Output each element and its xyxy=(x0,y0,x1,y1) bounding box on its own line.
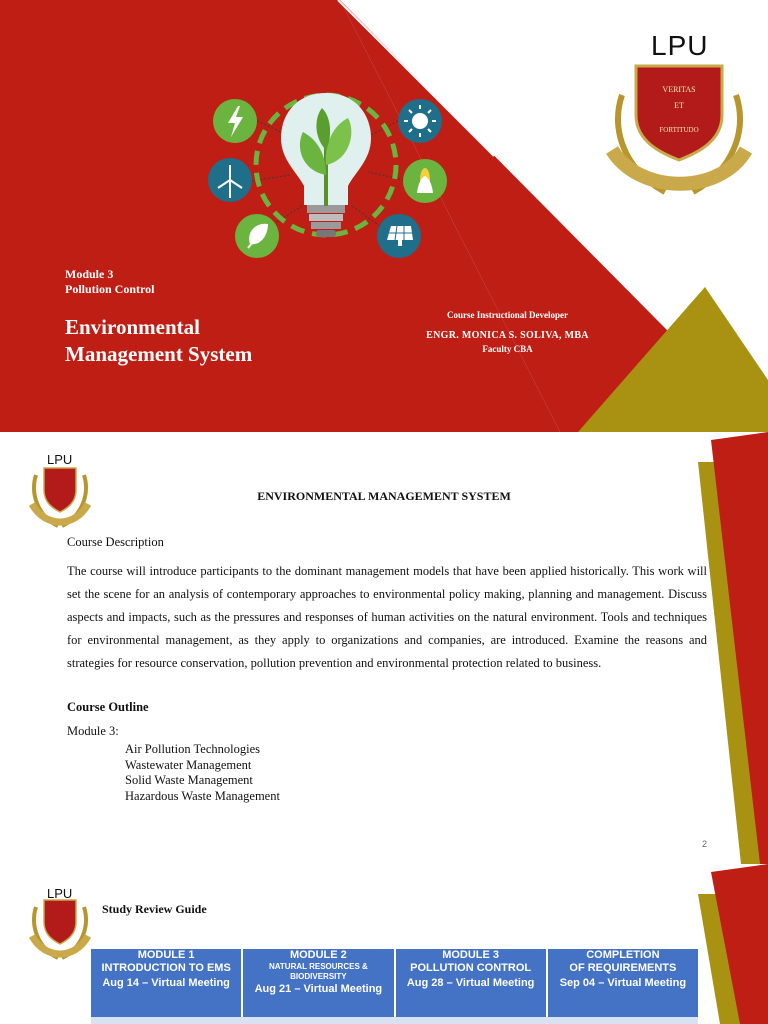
cover-slide xyxy=(0,0,768,432)
lpu-logo-text-small: LPU xyxy=(47,886,73,901)
module-number: Module 3 xyxy=(65,267,114,281)
outline-item: Wastewater Management xyxy=(125,757,252,772)
svg-text:FORTITUDO: FORTITUDO xyxy=(659,126,699,134)
slide-heading: ENVIRONMENTAL MANAGEMENT SYSTEM xyxy=(257,489,511,503)
module-title: COMPLETION xyxy=(586,949,660,961)
module-topic: OF REQUIREMENTS xyxy=(569,962,677,974)
module-title: MODULE 1 xyxy=(137,949,195,961)
cover-title-line1: Environmental xyxy=(65,315,200,339)
sun-icon xyxy=(398,99,442,143)
module-column xyxy=(243,949,393,1024)
module-column xyxy=(396,949,546,1024)
module-topic: NATURAL RESOURCES & BIODIVERSITY xyxy=(268,962,368,981)
module-title: MODULE 2 xyxy=(289,949,347,961)
module-date: Aug 28 – Virtual Meeting xyxy=(406,977,535,989)
module-date: Aug 21 – Virtual Meeting xyxy=(254,983,383,995)
study-review-slide xyxy=(0,864,768,1024)
developer-faculty: Faculty CBA xyxy=(482,344,533,354)
developer-name: ENGR. MONICA S. SOLIVA, MBA xyxy=(426,330,589,341)
wind-turbine-icon xyxy=(208,158,252,202)
course-description-text: The course will introduce participants to the dominant management models that have been applied historically. This work will set the scene for an analysis of contemporary approaches to environmental policy making, planning and management. Discuss aspects and impacts, such as the pressures and responses of human activities on the natural environment. Tools and techniques for environmental management, as they apply to organizations and companies, are introduced. Examine the reasons and strategies for resource conservation, pollution prevention and environmental protection related to business. xyxy=(67,564,707,670)
cover-title-line2: Management System xyxy=(65,342,253,366)
svg-text:ET: ET xyxy=(674,101,684,110)
course-description-slide xyxy=(0,432,768,864)
outline-item: Solid Waste Management xyxy=(125,773,253,787)
svg-text:VERITAS: VERITAS xyxy=(662,85,696,94)
module-label: Module 3: xyxy=(67,724,119,738)
outline-item: Hazardous Waste Management xyxy=(125,788,280,803)
module-title: MODULE 3 xyxy=(442,949,500,961)
module-topic: POLLUTION CONTROL xyxy=(410,962,532,974)
lpu-seal-small xyxy=(32,900,88,958)
outline-list xyxy=(125,742,280,804)
corn-icon xyxy=(403,159,447,203)
module-date: Sep 04 – Virtual Meeting xyxy=(559,977,687,989)
module-date: Aug 14 – Virtual Meeting xyxy=(102,977,230,989)
course-description-label: Course Description xyxy=(67,535,164,549)
module-schedule-table xyxy=(91,949,698,1024)
lpu-logo-text-small: LPU xyxy=(47,452,73,467)
solar-panel-icon xyxy=(377,214,421,258)
lightbulb-plant-icon xyxy=(281,93,371,237)
lpu-logo-text: LPU xyxy=(651,30,709,61)
cover-title xyxy=(65,314,252,368)
lightning-icon xyxy=(213,99,257,143)
module-label xyxy=(65,267,154,297)
module-topic: INTRODUCTION TO EMS xyxy=(101,962,231,974)
developer-block xyxy=(410,310,605,354)
study-review-label: Study Review Guide xyxy=(102,902,207,916)
page-number: 2 xyxy=(702,839,708,849)
outline-item: Air Pollution Technologies xyxy=(125,742,260,756)
module-column xyxy=(91,949,241,1024)
module-topic: Pollution Control xyxy=(65,282,155,296)
module-column xyxy=(548,949,698,1024)
plug-leaf-icon xyxy=(235,214,279,258)
table-subheader-row xyxy=(91,1017,698,1024)
developer-role: Course Instructional Developer xyxy=(447,310,568,320)
course-outline-label: Course Outline xyxy=(67,700,149,714)
